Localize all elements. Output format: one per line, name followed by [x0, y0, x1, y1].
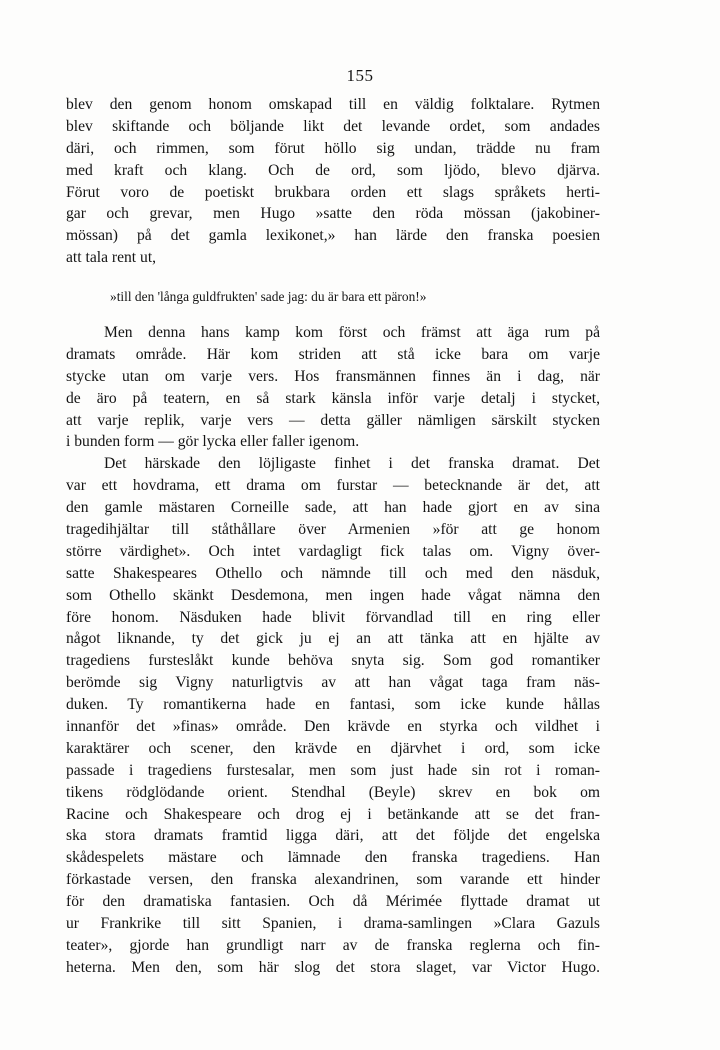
text-line: skådespelets mästare och lämnade den franska tragediens. Han: [66, 849, 600, 867]
text-line: Racine och Shakespeare och drog ej i betänkande att se det fran-: [66, 805, 600, 823]
paragraph-1: [66, 94, 600, 269]
block-quote: »till den 'långa guldfrukten' sade jag: du är bara ett päron!»: [110, 289, 427, 304]
text-line: Det härskade den löjligaste finhet i det franska dramat. Det: [104, 455, 600, 473]
text-line: före honom. Näsduken hade blivit förvandlad till en ring eller: [66, 608, 600, 626]
text-line: för den dramatiska fantasien. Och då Mérimée flyttade dramat ut: [66, 893, 600, 911]
text-line: berömde sig Vigny naturligtvis av att han vågat taga fram näs-: [66, 674, 600, 692]
text-line: något liknande, ty det gick ju ej an att tänka att en hjälte av: [66, 630, 600, 648]
text-line: att varje replik, varje vers — detta gäller nämligen särskilt stycken: [66, 411, 600, 429]
text-line: Men denna hans kamp kom först och främst att äga rum på: [104, 324, 600, 341]
text-line: blev skiftande och böljande likt det levande ordet, som andades: [66, 117, 600, 135]
text-line: passade i tragediens furstesalar, men som just hade sin rot i roman-: [66, 761, 600, 779]
text-line: den gamle mästaren Corneille sade, att han hade gjort en av sina: [66, 499, 600, 517]
text-line: de äro på teatern, en så stark känsla inför varje detalj i stycket,: [66, 389, 600, 407]
text-line: större värdighet». Och intet vardagligt fick talas om. Vigny över-: [66, 542, 600, 560]
text-line: heterna. Men den, som här slog det stora slaget, var Victor Hugo.: [66, 958, 600, 976]
text-line: dramats område. Här kom striden att stå icke bara om varje: [66, 345, 600, 363]
text-line: teater», gjorde han grundligt narr av de franska reglerna och fin-: [66, 936, 600, 954]
paragraphs-2-3: [66, 322, 600, 979]
text-line: med kraft och klang. Och de ord, som ljödo, blevo djärva.: [66, 161, 600, 179]
text-line: att tala rent ut,: [66, 249, 157, 267]
page-number: 155: [346, 66, 374, 85]
text-line: däri, och rimmen, som förut höllo sig undan, trädde nu fram: [66, 139, 600, 157]
text-line: karaktärer och scener, den krävde en djärvhet i ord, som icke: [66, 739, 600, 757]
text-line: mössan) på det gamla lexikonet,» han lärde den franska poesien: [66, 227, 600, 245]
text-line: Förut voro de poetiskt brukbara orden ett slags språkets herti-: [66, 183, 600, 201]
text-line: ur Frankrike till sitt Spanien, i drama-samlingen »Clara Gazuls: [66, 915, 600, 933]
text-line: tragedihjältar till ståthållare över Armenien »för att ge honom: [66, 521, 600, 539]
text-line: satte Shakespeares Othello och nämnde till och med den näsduk,: [66, 564, 600, 582]
text-line: stycke utan om varje vers. Hos fransmännen finnes än i dag, när: [66, 367, 600, 385]
text-line: som Othello skänkt Desdemona, men ingen hade vågat nämna den: [66, 586, 600, 604]
text-line: var ett hovdrama, ett drama om furstar — betecknande är det, att: [66, 477, 600, 495]
text-line: gar och grevar, men Hugo »satte den röda mössan (jakobiner-: [66, 205, 600, 223]
text-line: i bunden form — gör lycka eller faller igenom.: [66, 433, 360, 451]
text-line: tragediens fursteslåkt kunde behöva snyta sig. Som god romantiker: [66, 652, 600, 670]
text-line: ska stora dramats framtid ligga däri, att det följde det engelska: [66, 827, 600, 845]
text-line: förkastade versen, den franska alexandrinen, som varande ett hinder: [66, 871, 600, 889]
text-line: tikens rödglödande orient. Stendhal (Beyle) skrev en bok om: [66, 783, 600, 801]
text-line: duken. Ty romantikerna hade en fantasi, som icke kunde hållas: [66, 696, 600, 714]
text-line: blev den genom honom omskapad till en väldig folktalare. Rytmen: [66, 96, 600, 113]
text-line: innanför det »finas» område. Den krävde en styrka och vildhet i: [66, 718, 600, 736]
